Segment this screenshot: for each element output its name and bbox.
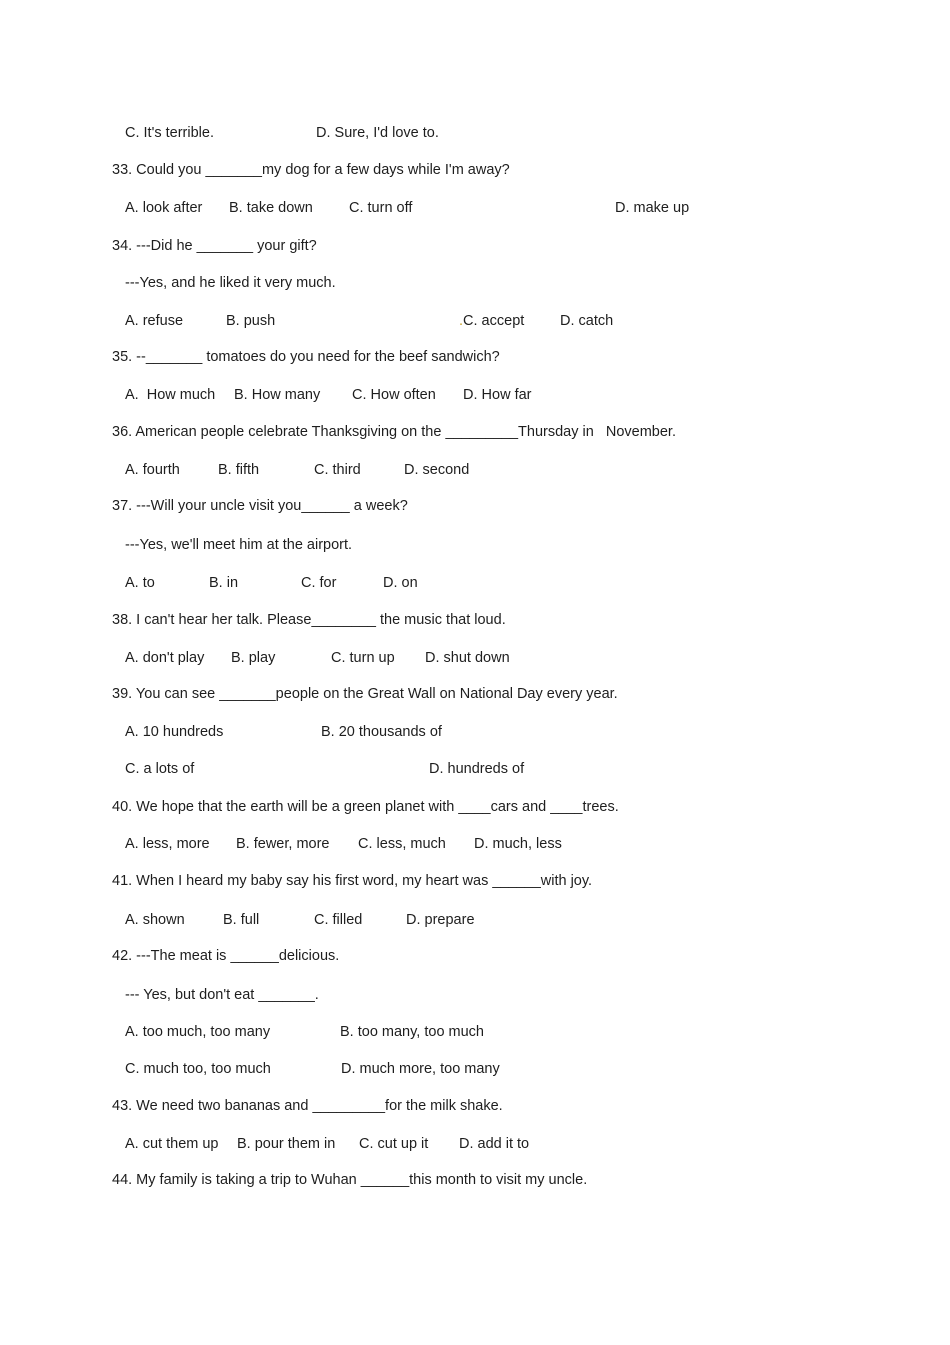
stray-dot-mark: . — [459, 313, 464, 329]
answer-option: D. make up — [615, 200, 690, 216]
question-text: 38. I can't hear her talk. Please________ the music that loud. — [112, 612, 506, 628]
answer-option: D. Sure, I'd love to. — [316, 125, 439, 141]
answer-option: D. How far — [463, 387, 532, 403]
question-text: 39. You can see _______people on the Great Wall on National Day every year. — [112, 686, 618, 702]
question-text: 44. My family is taking a trip to Wuhan ______this month to visit my uncle. — [112, 1172, 588, 1188]
question-text: 35. --_______ tomatoes do you need for the beef sandwich? — [112, 349, 500, 365]
answer-option: D. add it to — [459, 1136, 530, 1152]
answer-option: C. turn up — [331, 650, 395, 666]
answer-option: A. 10 hundreds — [125, 724, 224, 740]
answer-option: D. second — [404, 462, 470, 478]
question-text: 37. ---Will your uncle visit you______ a week? — [112, 498, 408, 514]
answer-option: A. less, more — [125, 836, 210, 852]
answer-option: B. in — [209, 575, 239, 591]
answer-option: A. cut them up — [125, 1136, 219, 1152]
answer-option: A. don't play — [125, 650, 205, 666]
answer-option: C. How often — [352, 387, 436, 403]
answer-option: B. How many — [234, 387, 321, 403]
answer-option: A. refuse — [125, 313, 184, 329]
answer-option: B. pour them in — [237, 1136, 336, 1152]
answer-option: C. much too, too much — [125, 1061, 271, 1077]
answer-option: C. third — [314, 462, 361, 478]
question-text: 41. When I heard my baby say his first word, my heart was ______with joy. — [112, 873, 593, 889]
dialogue-line: ---Yes, and he liked it very much. — [125, 275, 336, 291]
answer-option: B. too many, too much — [340, 1024, 484, 1040]
answer-option: A. look after — [125, 200, 203, 216]
answer-option: D. much, less — [474, 836, 562, 852]
answer-option: C. for — [301, 575, 337, 591]
answer-option: D. hundreds of — [429, 761, 525, 777]
answer-option: D. much more, too many — [341, 1061, 500, 1077]
answer-option: D. shut down — [425, 650, 510, 666]
question-text: 34. ---Did he _______ your gift? — [112, 238, 317, 254]
answer-option: D. prepare — [406, 912, 475, 928]
answer-option: B. play — [231, 650, 276, 666]
answer-option: B. push — [226, 313, 276, 329]
answer-option: D. on — [383, 575, 418, 591]
question-text: 43. We need two bananas and _________for the milk shake. — [112, 1098, 503, 1114]
answer-option: C. cut up it — [359, 1136, 429, 1152]
answer-option: B. take down — [229, 200, 313, 216]
answer-option: C. It's terrible. — [125, 125, 214, 141]
answer-option: D. catch — [560, 313, 614, 329]
answer-option: B. 20 thousands of — [321, 724, 442, 740]
answer-option: C. less, much — [358, 836, 446, 852]
answer-option: B. full — [223, 912, 260, 928]
dialogue-line: --- Yes, but don't eat _______. — [125, 987, 319, 1003]
answer-option: B. fewer, more — [236, 836, 330, 852]
question-text: 36. American people celebrate Thanksgiving on the _________Thursday in November. — [112, 424, 676, 440]
answer-option: A. shown — [125, 912, 185, 928]
dialogue-line: ---Yes, we'll meet him at the airport. — [125, 537, 353, 553]
question-text: 33. Could you _______my dog for a few days while I'm away? — [112, 162, 510, 178]
answer-option: C. filled — [314, 912, 363, 928]
answer-option: .C. accept — [459, 313, 525, 329]
question-text: 40. We hope that the earth will be a green planet with ____cars and ____trees. — [112, 799, 619, 815]
answer-option: B. fifth — [218, 462, 260, 478]
answer-option: A. too much, too many — [125, 1024, 271, 1040]
question-text: 42. ---The meat is ______delicious. — [112, 948, 340, 964]
answer-option: A. How much — [125, 387, 216, 403]
answer-option: C. a lots of — [125, 761, 195, 777]
answer-option: A. to — [125, 575, 155, 591]
answer-option: A. fourth — [125, 462, 180, 478]
answer-option: C. turn off — [349, 200, 413, 216]
